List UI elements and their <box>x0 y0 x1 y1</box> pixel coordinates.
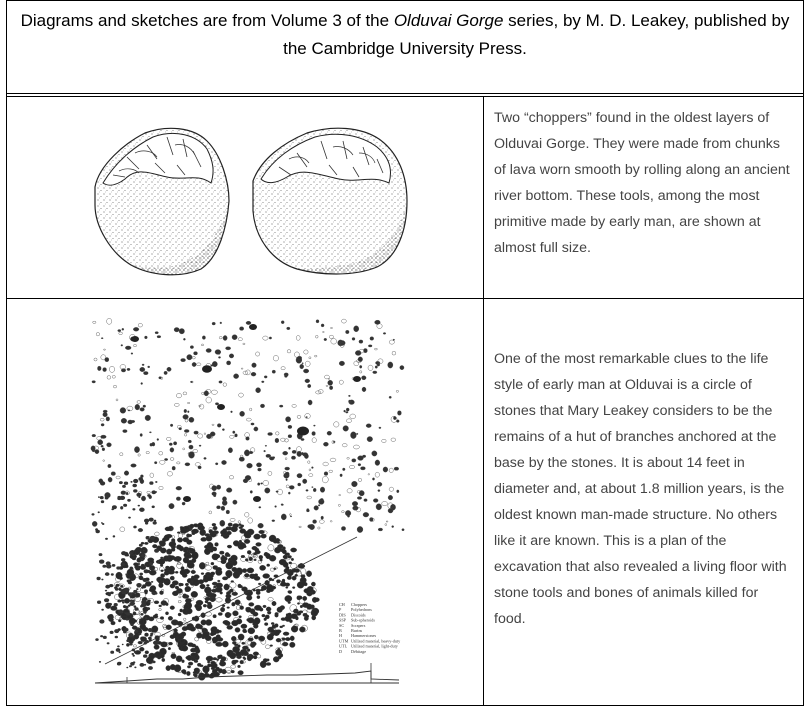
legend-label: Sub-spheroids <box>351 617 375 623</box>
chopper-left <box>95 128 229 274</box>
choppers-sketch-icon <box>7 97 483 299</box>
legend-code: UTM <box>339 638 349 644</box>
stone-circle <box>95 477 319 680</box>
plan-legend <box>339 602 401 654</box>
legend-label: Scrapers <box>351 622 366 628</box>
stone-circle-image-cell <box>7 299 483 705</box>
stone-circle-plan-icon <box>7 299 483 705</box>
legend-label: Discoids <box>351 612 366 618</box>
chopper-right <box>253 128 407 274</box>
legend-label: Utilized material, light-duty <box>351 643 398 649</box>
legend-code: B <box>339 628 342 633</box>
choppers-row <box>7 97 803 299</box>
stone-circle-caption: One of the most remarkable clues to the life style of early man at Olduvai is a circle of stones that Mary Leakey considers to be the remains of a hut of branches anchored at the base by the stones. It is about 14 feet in diameter and, at about 1.8 million years, is the oldest known man-made structure. No others like it are known. This is a plan of the excavation that also revealed a living floor with stone tools and bones of animals killed for food. <box>494 351 787 627</box>
legend-code: SC <box>339 622 345 628</box>
legend-label: Choppers <box>351 602 368 607</box>
header-text-after: series, by M. D. Leakey, published by the Cambridge University Press. <box>283 11 790 58</box>
legend-label: Débitage <box>351 648 367 654</box>
legend-label: Polyhedrons <box>351 607 372 613</box>
legend-label: Utilized material, heavy-duty <box>351 638 401 644</box>
legend-code: SSP <box>339 617 346 623</box>
legend-code: D <box>339 648 343 654</box>
header-cell <box>7 1 803 94</box>
legend-code: UTL <box>339 643 348 649</box>
legend-code: H <box>339 633 343 639</box>
choppers-image-cell <box>7 97 483 298</box>
stone-circle-row <box>7 299 803 705</box>
profile-line <box>95 671 399 683</box>
legend-label: Burins <box>351 628 363 633</box>
legend-code: DIS <box>339 612 346 618</box>
series-title: Olduvai Gorge <box>393 11 504 30</box>
legend-label: Hammerstones <box>351 633 377 639</box>
document-table <box>6 0 804 706</box>
legend-code: CH <box>339 602 345 607</box>
legend-code: P <box>339 607 342 613</box>
header-text-before: Diagrams and sketches are from Volume 3 of the <box>20 11 394 30</box>
choppers-caption: Two “choppers” found in the oldest layers of Olduvai Gorge. They were made from chunks of lava worn smooth by rolling along an ancient river bottom. These tools, among the most primitive made by early man, are shown at almost full size. <box>494 110 790 256</box>
scatter-stones <box>91 318 404 532</box>
